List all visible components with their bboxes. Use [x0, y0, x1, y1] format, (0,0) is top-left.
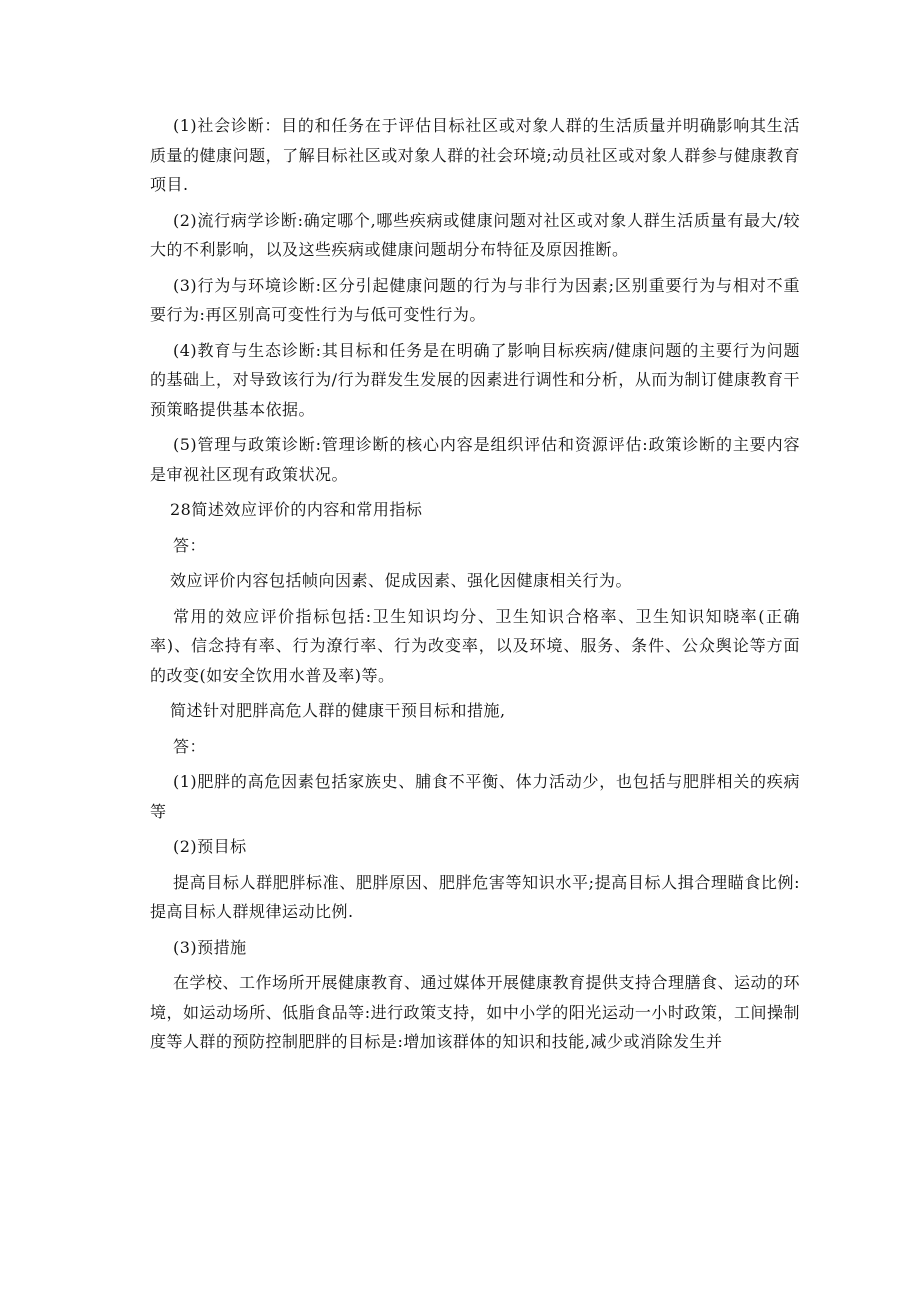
paragraph-effect-evaluation-content: 效应评价内容包括帧向因素、促成因素、强化因健康相关行为。 [170, 571, 633, 590]
answer-label-1: 答： [173, 535, 207, 555]
paragraph-education-ecology-diagnosis: (4)教育与生态诊断:其目标和任务是在明确了影响目标疾病/健康问题的主要行为问题的基础上，对导致该行为/行为群发生发展的因素进行调性和分析，从而为制订健康教育干预策略提供基本依据。 [150, 340, 800, 419]
question-28: 28简述效应评价的内容和常用指标 [170, 500, 423, 519]
paragraph-behavior-environment-diagnosis: (3)行为与环境诊断:区分引起健康问题的行为与非行为因素;区别重要行为与相对不重要行为:再区别高可变性行为与低可变性行为。 [150, 275, 800, 324]
document-body [150, 111, 800, 1063]
paragraph-management-policy-diagnosis: (5)管理与政策诊断:管理诊断的核心内容是组织评估和资源评估:政策诊断的主要内容是审视社区现有政策状况。 [150, 435, 800, 484]
paragraph-measures: 在学校、工作场所开展健康教育、通过媒体开展健康教育提供支持合理膳食、运动的环境，如运动场所、低脂食品等:进行政策支持，如中小学的阳光运动一小时政策，工间操制度等人群的预防控制肥胖的目标是:增加该群体的知识和技能,减少或消除发生并 [150, 973, 801, 1051]
question-obesity: 简述针对肥胖高危人群的健康干预目标和措施, [170, 701, 506, 720]
paragraph-epidemiology-diagnosis: (2)流行病学诊断:确定哪个,哪些疾病或健康问题对社区或对象人群生活质量有最大/较大的不利影响，以及这些疾病或健康问题胡分布特征及原因推断。 [150, 210, 800, 259]
paragraph-measures-heading: (3)预措施 [173, 937, 247, 957]
answer-label-2: 答： [173, 736, 207, 756]
paragraph-goals: 提高目标人群肥胖标准、肥胖原因、肥胖危害等知识水平;提高目标人揖合理瞄食比例:提高目标人群规律运动比例. [150, 872, 800, 921]
paragraph-obesity-risk-factors: (1)肥胖的高危因素包括家族史、脯食不平衡、体力活动少，也包括与肥胖相关的疾病等 [150, 772, 800, 821]
paragraph-social-diagnosis: (1)社会诊断：目的和任务在于评估目标社区或对象人群的生活质量并明确影响其生活质量的健康问题，了解目标社区或对象人群的社会环境;动员社区或对象人群参与健康教育项目. [150, 116, 800, 194]
paragraph-effect-evaluation-indicators: 常用的效应评价指标包括:卫生知识均分、卫生知识合格率、卫生知识知晓率(正确率)、信念持有率、行为潦行率、行为改变率，以及环境、服务、条件、公众舆论等方面的改变(如安全饮用水普及率)等。 [150, 606, 800, 685]
paragraph-goals-heading: (2)预目标 [173, 837, 247, 856]
